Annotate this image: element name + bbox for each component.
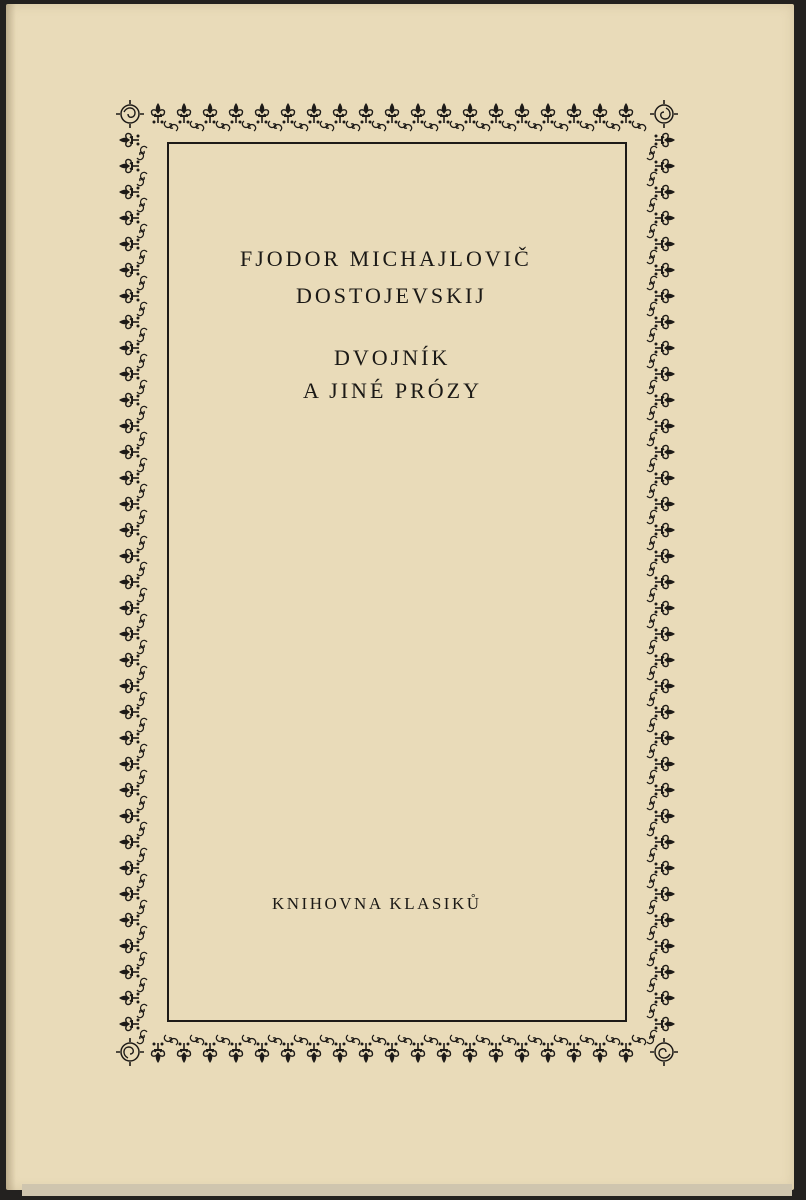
scroll-ornament-icon	[647, 484, 657, 497]
scroll-ornament-icon	[137, 302, 147, 315]
scroll-ornament-icon	[190, 1035, 203, 1045]
fleur-ornament-icon	[177, 1043, 190, 1064]
fleur-ornament-icon	[655, 575, 676, 588]
scroll-ornament-icon	[346, 1035, 359, 1045]
scroll-ornament-icon	[424, 1035, 437, 1045]
inner-frame	[167, 142, 627, 1022]
scroll-ornament-icon	[137, 380, 147, 393]
fleur-ornament-icon	[463, 103, 476, 124]
scroll-ornament-icon	[137, 250, 147, 263]
scroll-ornament-icon	[647, 276, 657, 289]
scroll-ornament-icon	[450, 121, 463, 131]
fleur-ornament-icon	[437, 1043, 450, 1064]
fleur-ornament-icon	[655, 471, 676, 484]
scroll-ornament-icon	[320, 121, 333, 131]
fleur-ornament-icon	[119, 913, 140, 926]
scroll-ornament-icon	[398, 121, 411, 131]
fleur-ornament-icon	[655, 887, 676, 900]
scroll-ornament-icon	[372, 1035, 385, 1045]
fleur-ornament-icon	[119, 809, 140, 822]
scroll-ornament-icon	[137, 536, 147, 549]
fleur-ornament-icon	[119, 757, 140, 770]
fleur-ornament-icon	[359, 1043, 372, 1064]
fleur-ornament-icon	[119, 159, 140, 172]
fleur-ornament-icon	[655, 965, 676, 978]
fleur-ornament-icon	[655, 731, 676, 744]
fleur-ornament-icon	[655, 237, 676, 250]
fleur-ornament-icon	[255, 1043, 268, 1064]
fleur-ornament-icon	[593, 1043, 606, 1064]
fleur-ornament-icon	[255, 103, 268, 124]
scroll-ornament-icon	[647, 1030, 657, 1043]
fleur-ornament-icon	[655, 991, 676, 1004]
scroll-ornament-icon	[137, 1030, 147, 1043]
scroll-ornament-icon	[606, 121, 619, 131]
corner-ornament-icon	[650, 100, 678, 128]
author-first-names: FJODOR MICHAJLOVIČ	[240, 246, 532, 271]
fleur-ornament-icon	[463, 1043, 476, 1064]
scroll-ornament-icon	[554, 1035, 567, 1045]
scroll-ornament-icon	[137, 978, 147, 991]
fleur-ornament-icon	[515, 1043, 528, 1064]
scroll-ornament-icon	[346, 121, 359, 131]
scroll-ornament-icon	[580, 1035, 593, 1045]
fleur-ornament-icon	[119, 523, 140, 536]
fleur-ornament-icon	[567, 103, 580, 124]
scroll-ornament-icon	[137, 276, 147, 289]
fleur-ornament-icon	[119, 783, 140, 796]
fleur-ornament-icon	[333, 103, 346, 124]
scroll-ornament-icon	[647, 770, 657, 783]
fleur-ornament-icon	[119, 237, 140, 250]
fleur-ornament-icon	[203, 1043, 216, 1064]
fleur-ornament-icon	[119, 263, 140, 276]
fleur-ornament-icon	[655, 289, 676, 302]
fleur-ornament-icon	[333, 1043, 346, 1064]
fleur-ornament-icon	[119, 133, 140, 146]
scroll-ornament-icon	[647, 614, 657, 627]
scroll-ornament-icon	[137, 692, 147, 705]
scroll-ornament-icon	[502, 121, 515, 131]
scroll-ornament-icon	[528, 1035, 541, 1045]
scroll-ornament-icon	[216, 121, 229, 131]
fleur-ornament-icon	[307, 1043, 320, 1064]
scroll-ornament-icon	[647, 744, 657, 757]
scroll-ornament-icon	[450, 1035, 463, 1045]
fleur-ornament-icon	[655, 757, 676, 770]
scroll-ornament-icon	[190, 121, 203, 131]
fleur-ornament-icon	[655, 367, 676, 380]
scroll-ornament-icon	[647, 1004, 657, 1017]
series-name: KNIHOVNA KLASIKŮ	[272, 894, 482, 913]
fleur-ornament-icon	[229, 1043, 242, 1064]
corner-ornament-icon	[116, 1038, 144, 1066]
fleur-ornament-icon	[655, 861, 676, 874]
fleur-ornament-icon	[655, 679, 676, 692]
fleur-ornament-icon	[567, 1043, 580, 1064]
fleur-ornament-icon	[489, 103, 502, 124]
scroll-ornament-icon	[137, 770, 147, 783]
fleur-ornament-icon	[119, 367, 140, 380]
fleur-ornament-icon	[119, 445, 140, 458]
scroll-ornament-icon	[137, 822, 147, 835]
fleur-ornament-icon	[655, 445, 676, 458]
scroll-ornament-icon	[476, 121, 489, 131]
fleur-ornament-icon	[655, 809, 676, 822]
scroll-ornament-icon	[647, 198, 657, 211]
scroll-ornament-icon	[647, 250, 657, 263]
fleur-ornament-icon	[655, 393, 676, 406]
scroll-ornament-icon	[137, 562, 147, 575]
scroll-ornament-icon	[137, 614, 147, 627]
fleur-ornament-icon	[655, 497, 676, 510]
fleur-ornament-icon	[655, 913, 676, 926]
scroll-ornament-icon	[554, 121, 567, 131]
fleur-ornament-icon	[177, 103, 190, 124]
fleur-ornament-icon	[119, 471, 140, 484]
fleur-ornament-icon	[119, 575, 140, 588]
scroll-ornament-icon	[647, 692, 657, 705]
fleur-ornament-icon	[119, 549, 140, 562]
scroll-ornament-icon	[294, 1035, 307, 1045]
fleur-ornament-icon	[655, 159, 676, 172]
fleur-ornament-icon	[655, 185, 676, 198]
fleur-ornament-icon	[119, 497, 140, 510]
scroll-ornament-icon	[137, 640, 147, 653]
scroll-ornament-icon	[647, 952, 657, 965]
fleur-ornament-icon	[119, 861, 140, 874]
fleur-ornament-icon	[119, 679, 140, 692]
fleur-ornament-icon	[151, 103, 164, 124]
fleur-ornament-icon	[655, 627, 676, 640]
scroll-ornament-icon	[137, 172, 147, 185]
scroll-ornament-icon	[647, 666, 657, 679]
fleur-ornament-icon	[411, 1043, 424, 1064]
fleur-ornament-icon	[119, 419, 140, 432]
scroll-ornament-icon	[647, 640, 657, 653]
fleur-ornament-icon	[385, 1043, 398, 1064]
fleur-ornament-icon	[655, 211, 676, 224]
scroll-ornament-icon	[268, 121, 281, 131]
fleur-ornament-icon	[655, 133, 676, 146]
fleur-ornament-icon	[229, 103, 242, 124]
book-title-line2: A JINÉ PRÓZY	[303, 378, 483, 403]
scroll-ornament-icon	[502, 1035, 515, 1045]
scroll-ornament-icon	[137, 718, 147, 731]
scroll-ornament-icon	[137, 484, 147, 497]
scroll-ornament-icon	[647, 588, 657, 601]
fleur-ornament-icon	[655, 315, 676, 328]
fleur-ornament-icon	[119, 731, 140, 744]
scroll-ornament-icon	[294, 121, 307, 131]
scroll-ornament-icon	[137, 224, 147, 237]
scroll-ornament-icon	[647, 328, 657, 341]
scroll-ornament-icon	[137, 510, 147, 523]
scroll-ornament-icon	[528, 121, 541, 131]
fleur-ornament-icon	[655, 341, 676, 354]
scroll-ornament-icon	[647, 172, 657, 185]
scroll-ornament-icon	[137, 198, 147, 211]
fleur-ornament-icon	[119, 627, 140, 640]
scroll-ornament-icon	[137, 900, 147, 913]
scroll-ornament-icon	[647, 900, 657, 913]
scroll-ornament-icon	[320, 1035, 333, 1045]
scroll-ornament-icon	[647, 874, 657, 887]
scroll-ornament-icon	[268, 1035, 281, 1045]
fleur-ornament-icon	[119, 211, 140, 224]
scroll-ornament-icon	[242, 1035, 255, 1045]
scroll-ornament-icon	[647, 718, 657, 731]
scroll-ornament-icon	[647, 224, 657, 237]
scroll-ornament-icon	[137, 666, 147, 679]
fleur-ornament-icon	[307, 103, 320, 124]
fleur-ornament-icon	[151, 1043, 164, 1064]
fleur-ornament-icon	[655, 835, 676, 848]
scroll-ornament-icon	[647, 354, 657, 367]
scroll-ornament-icon	[647, 926, 657, 939]
fleur-ornament-icon	[119, 653, 140, 666]
scroll-ornament-icon	[137, 952, 147, 965]
scroll-ornament-icon	[580, 121, 593, 131]
scroll-ornament-icon	[372, 121, 385, 131]
fleur-ornament-icon	[655, 783, 676, 796]
fleur-ornament-icon	[385, 103, 398, 124]
scroll-ornament-icon	[632, 121, 645, 131]
fleur-ornament-icon	[655, 601, 676, 614]
scroll-ornament-icon	[137, 874, 147, 887]
fleur-ornament-icon	[119, 289, 140, 302]
fleur-ornament-icon	[655, 549, 676, 562]
fleur-ornament-icon	[437, 103, 450, 124]
scroll-ornament-icon	[137, 458, 147, 471]
author-surname: DOSTOJEVSKIJ	[296, 283, 487, 308]
fleur-ornament-icon	[119, 185, 140, 198]
fleur-ornament-icon	[655, 263, 676, 276]
scroll-ornament-icon	[137, 848, 147, 861]
fleur-ornament-icon	[515, 103, 528, 124]
fleur-ornament-icon	[655, 419, 676, 432]
scroll-ornament-icon	[606, 1035, 619, 1045]
scroll-ornament-icon	[647, 406, 657, 419]
scroll-ornament-icon	[137, 354, 147, 367]
scroll-ornament-icon	[137, 146, 147, 159]
fleur-ornament-icon	[593, 103, 606, 124]
scroll-ornament-icon	[647, 848, 657, 861]
fleur-ornament-icon	[281, 103, 294, 124]
fleur-ornament-icon	[119, 835, 140, 848]
fleur-ornament-icon	[655, 705, 676, 718]
scroll-ornament-icon	[164, 1035, 177, 1045]
fleur-ornament-icon	[119, 887, 140, 900]
fleur-ornament-icon	[359, 103, 372, 124]
scroll-ornament-icon	[137, 432, 147, 445]
scroll-ornament-icon	[398, 1035, 411, 1045]
fleur-ornament-icon	[619, 103, 632, 124]
scroll-ornament-icon	[424, 121, 437, 131]
fleur-ornament-icon	[203, 103, 216, 124]
fleur-ornament-icon	[281, 1043, 294, 1064]
fleur-ornament-icon	[119, 939, 140, 952]
fleur-ornament-icon	[655, 653, 676, 666]
scroll-ornament-icon	[137, 1004, 147, 1017]
fleur-ornament-icon	[541, 1043, 554, 1064]
scroll-ornament-icon	[647, 562, 657, 575]
scroll-ornament-icon	[647, 978, 657, 991]
fleur-ornament-icon	[541, 103, 554, 124]
fleur-ornament-icon	[655, 523, 676, 536]
scroll-ornament-icon	[216, 1035, 229, 1045]
fleur-ornament-icon	[119, 1017, 140, 1030]
scroll-ornament-icon	[137, 406, 147, 419]
scroll-ornament-icon	[137, 926, 147, 939]
scroll-ornament-icon	[164, 121, 177, 131]
corner-ornament-icon	[650, 1038, 678, 1066]
fleur-ornament-icon	[119, 315, 140, 328]
scroll-ornament-icon	[647, 510, 657, 523]
fleur-ornament-icon	[489, 1043, 502, 1064]
fleur-ornament-icon	[119, 601, 140, 614]
scroll-ornament-icon	[137, 588, 147, 601]
scroll-ornament-icon	[647, 822, 657, 835]
scroll-ornament-icon	[647, 380, 657, 393]
fleur-ornament-icon	[119, 705, 140, 718]
fleur-ornament-icon	[119, 965, 140, 978]
scroll-ornament-icon	[647, 796, 657, 809]
corner-ornament-icon	[116, 100, 144, 128]
scroll-ornament-icon	[137, 744, 147, 757]
fleur-ornament-icon	[119, 393, 140, 406]
scroll-ornament-icon	[647, 536, 657, 549]
scroll-ornament-icon	[137, 328, 147, 341]
fleur-ornament-icon	[655, 939, 676, 952]
scroll-ornament-icon	[632, 1035, 645, 1045]
scroll-ornament-icon	[137, 796, 147, 809]
scroll-ornament-icon	[647, 432, 657, 445]
scroll-ornament-icon	[647, 302, 657, 315]
book-title-line1: DVOJNÍK	[334, 345, 451, 370]
scroll-ornament-icon	[647, 458, 657, 471]
fleur-ornament-icon	[119, 991, 140, 1004]
scroll-ornament-icon	[647, 146, 657, 159]
scroll-ornament-icon	[242, 121, 255, 131]
fleur-ornament-icon	[119, 341, 140, 354]
fleur-ornament-icon	[655, 1017, 676, 1030]
fleur-ornament-icon	[619, 1043, 632, 1064]
scroll-ornament-icon	[476, 1035, 489, 1045]
fleur-ornament-icon	[411, 103, 424, 124]
